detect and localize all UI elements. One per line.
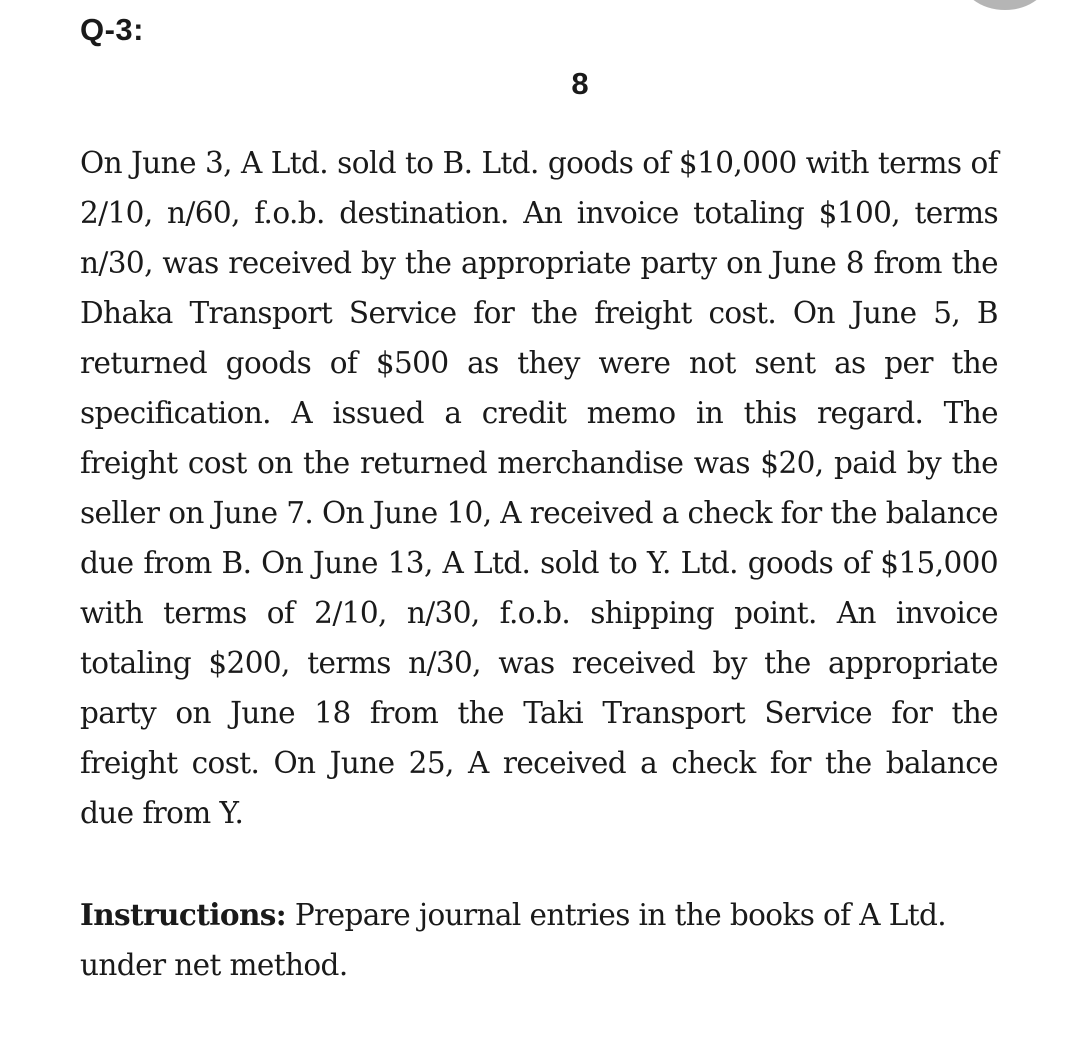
instructions-label: Instructions: [80,897,287,932]
instructions-text: Prepare journal entries in the books of A Ltd. under net method. [80,898,947,982]
corner-decoration [960,0,1050,10]
problem-text: On June 3, A Ltd. sold to B. Ltd. goods of $10,000 with terms of 2/10, n/60, f.o.b. destination. An invoice totaling $100, terms n/30, was received by the appropriate party on June 8 from the Dhaka Transport Service for the freight cost. On June 5, B returned goods of $500 as they were not sent as per the specification. A issued a credit memo in this regard. The freight cost on the returned merchandise was $20, paid by the seller on June 7. On June 10, A received a check for the balance due from B. On June 13, A Ltd. sold to Y. Ltd. goods of $15,000 with terms of 2/10, n/30, f.o.b. shipping point. An invoice totaling $200, terms n/30, was received by the appropriate party on June 18 from the Taki Transport Service for the freight cost. On June 25, A received a check for the balance due from Y. [80,146,998,830]
question-marks: 8 [571,66,589,101]
question-label: Q-3: [80,12,144,47]
instructions-block [80,890,998,990]
